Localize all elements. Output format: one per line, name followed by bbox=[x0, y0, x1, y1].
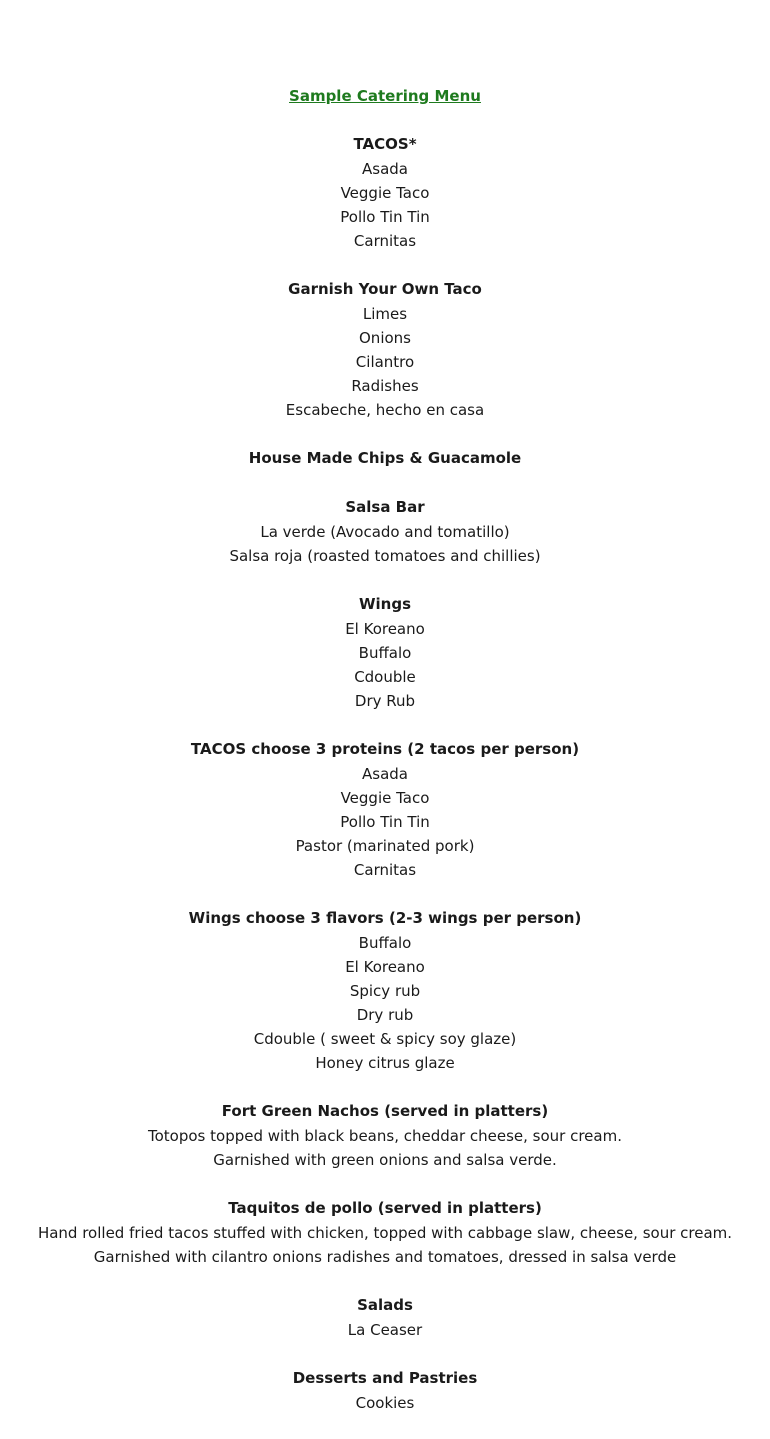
menu-item: El Koreano bbox=[345, 958, 425, 976]
menu-title[interactable]: Sample Catering Menu bbox=[289, 87, 481, 105]
menu-item: Escabeche, hecho en casa bbox=[285, 401, 485, 419]
menu-item: Veggie Taco bbox=[340, 184, 430, 202]
menu-item: Onions bbox=[359, 329, 411, 347]
menu-item: Radishes bbox=[351, 377, 419, 395]
menu-item: Pollo Tin Tin bbox=[340, 208, 430, 226]
menu-section bbox=[0, 1196, 770, 1269]
menu-item: Garnished with cilantro onions radishes and tomatoes, dressed in salsa verde bbox=[93, 1248, 677, 1266]
section-heading: Taquitos de pollo (served in platters) bbox=[228, 1199, 542, 1217]
menu-item: Asada bbox=[362, 160, 408, 178]
menu-item: Cilantro bbox=[355, 353, 415, 371]
menu-item: El Koreano bbox=[345, 620, 425, 638]
menu-item: Cdouble bbox=[354, 668, 416, 686]
section-heading: Salsa Bar bbox=[345, 498, 425, 516]
section-heading: Desserts and Pastries bbox=[292, 1369, 478, 1387]
menu-section bbox=[0, 1099, 770, 1172]
section-heading: Fort Green Nachos (served in platters) bbox=[221, 1102, 549, 1120]
menu-item: Pastor (marinated pork) bbox=[295, 837, 475, 855]
menu-item: Dry Rub bbox=[354, 692, 416, 710]
menu-item: Totopos topped with black beans, cheddar cheese, sour cream. bbox=[148, 1127, 622, 1145]
menu-section bbox=[0, 446, 770, 471]
menu-item: Spicy rub bbox=[349, 982, 421, 1000]
menu-item: Veggie Taco bbox=[340, 789, 430, 807]
section-heading: Wings bbox=[358, 595, 412, 613]
menu-item: Buffalo bbox=[358, 644, 412, 662]
menu-item: Limes bbox=[362, 305, 408, 323]
section-heading: Salads bbox=[357, 1296, 413, 1314]
menu-item: Garnished with green onions and salsa verde. bbox=[213, 1151, 557, 1169]
section-heading: TACOS choose 3 proteins (2 tacos per person) bbox=[190, 740, 580, 758]
menu-item: Pollo Tin Tin bbox=[340, 813, 430, 831]
menu-item: Honey citrus glaze bbox=[315, 1054, 455, 1072]
menu-section bbox=[0, 592, 770, 713]
menu-item: Salsa roja (roasted tomatoes and chillies) bbox=[229, 547, 541, 565]
menu-item: Dry rub bbox=[356, 1006, 414, 1024]
menu-item: Cookies bbox=[355, 1394, 415, 1412]
menu-item: La Ceaser bbox=[347, 1321, 423, 1339]
section-heading: TACOS* bbox=[353, 135, 417, 153]
menu-section bbox=[0, 495, 770, 568]
menu-section bbox=[0, 906, 770, 1075]
menu-section bbox=[0, 132, 770, 253]
menu-sections bbox=[0, 132, 770, 1415]
section-heading: Wings choose 3 flavors (2-3 wings per person) bbox=[188, 909, 582, 927]
menu-item: Buffalo bbox=[358, 934, 412, 952]
menu-section bbox=[0, 1366, 770, 1415]
menu-section bbox=[0, 1293, 770, 1342]
section-heading: House Made Chips & Guacamole bbox=[248, 449, 522, 467]
menu-item: La verde (Avocado and tomatillo) bbox=[260, 523, 510, 541]
catering-menu bbox=[0, 84, 770, 1439]
section-heading: Garnish Your Own Taco bbox=[288, 280, 482, 298]
menu-item: Carnitas bbox=[353, 861, 417, 879]
menu-item: Carnitas bbox=[353, 232, 417, 250]
menu-section bbox=[0, 277, 770, 422]
menu-item: Hand rolled fried tacos stuffed with chicken, topped with cabbage slaw, cheese, sour cream. bbox=[37, 1224, 733, 1242]
menu-section bbox=[0, 737, 770, 882]
menu-item: Cdouble ( sweet & spicy soy glaze) bbox=[253, 1030, 517, 1048]
menu-item: Asada bbox=[362, 765, 408, 783]
